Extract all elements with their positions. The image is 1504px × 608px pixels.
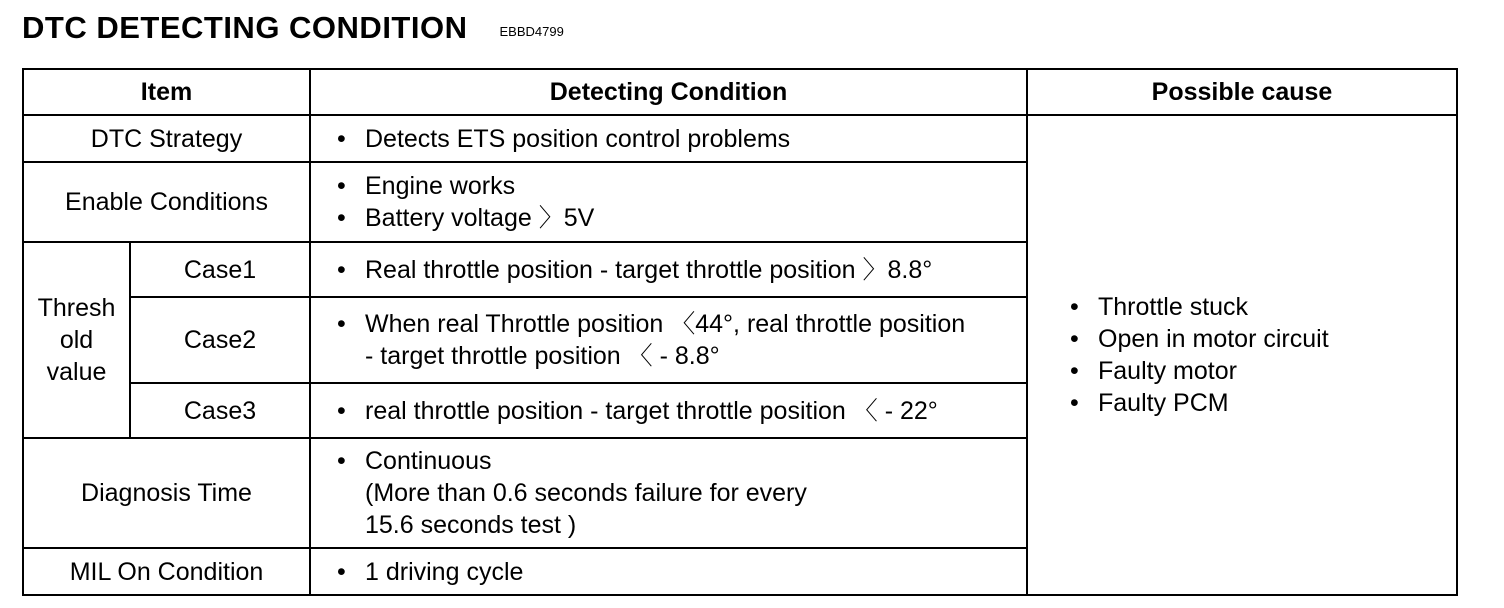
item-enable-conditions: Enable Conditions <box>23 162 310 242</box>
condition-case3 <box>310 383 1027 438</box>
diagnosis-note-line: (More than 0.6 seconds failure for every <box>365 479 807 507</box>
condition-mil-on <box>310 548 1027 595</box>
condition-case1 <box>310 242 1027 297</box>
possible-cause-list <box>1068 291 1456 419</box>
possible-cause-cell <box>1027 115 1457 595</box>
item-diagnosis-time: Diagnosis Time <box>23 438 310 548</box>
condition-item: • Real throttle position - target throttle position 〉8.8° <box>335 254 1026 286</box>
page-title: DTC DETECTING CONDITION <box>22 10 468 45</box>
item-mil-on-condition: MIL On Condition <box>23 548 310 595</box>
condition-list <box>335 445 1026 477</box>
condition-diagnosis-time <box>310 438 1027 548</box>
condition-item: • real throttle position - target throttle position 〈 - 22° <box>335 395 1026 427</box>
item-threshold-value: Thresh old value <box>23 242 130 438</box>
case1-label: Case1 <box>130 242 310 297</box>
diagnosis-note-line: 15.6 seconds test ) <box>365 511 577 539</box>
condition-item: • Battery voltage 〉5V <box>335 202 1026 234</box>
page-heading <box>22 6 564 50</box>
possible-cause-item: • Open in motor circuit <box>1068 323 1456 355</box>
header-possible-cause: Possible cause <box>1027 69 1457 115</box>
header-row <box>23 69 1457 115</box>
condition-list <box>335 395 1026 427</box>
dtc-condition-table <box>22 68 1458 596</box>
case3-label: Case3 <box>130 383 310 438</box>
possible-cause-item: • Faulty PCM <box>1068 387 1456 419</box>
condition-case2 <box>310 297 1027 383</box>
condition-item: • When real Throttle position 〈44°, real throttle position - target throttle position 〈 - 8.8° <box>335 308 1026 372</box>
condition-enable <box>310 162 1027 242</box>
possible-cause-item: • Throttle stuck <box>1068 291 1456 323</box>
condition-list <box>335 308 1026 372</box>
row-dtc-strategy <box>23 115 1457 162</box>
condition-item: • Detects ETS position control problems <box>335 123 1026 155</box>
condition-dtc-strategy <box>310 115 1027 162</box>
condition-item: • Engine works <box>335 170 1026 202</box>
condition-item: • Continuous <box>335 445 1026 477</box>
item-dtc-strategy: DTC Strategy <box>23 115 310 162</box>
condition-list <box>335 254 1026 286</box>
case2-label: Case2 <box>130 297 310 383</box>
condition-list <box>335 170 1026 234</box>
possible-cause-item: • Faulty motor <box>1068 355 1456 387</box>
condition-item: • 1 driving cycle <box>335 556 1026 588</box>
header-detecting-condition: Detecting Condition <box>310 69 1027 115</box>
document-code: EBBD4799 <box>499 23 564 39</box>
condition-list <box>335 556 1026 588</box>
condition-list <box>335 123 1026 155</box>
header-item: Item <box>23 69 310 115</box>
